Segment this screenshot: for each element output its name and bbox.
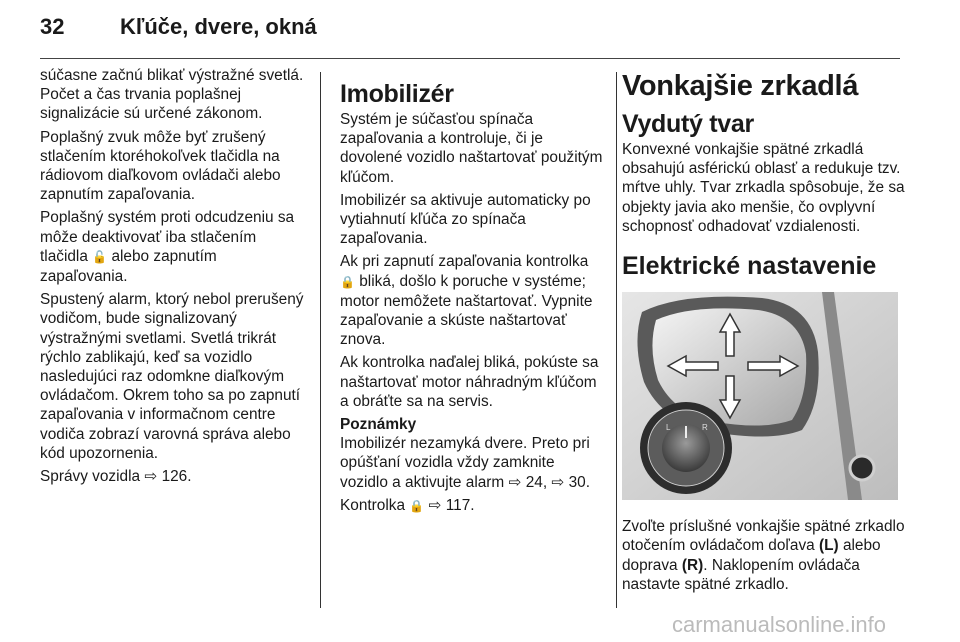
ref-arrow-icon: ⇨ [144, 468, 158, 486]
column-left [40, 66, 308, 490]
watermark: carmanualsonline.info [672, 612, 887, 637]
page-header [40, 14, 920, 54]
note-title: Poznámky [340, 416, 417, 434]
mirror-control-illustration [622, 292, 898, 500]
column-right [622, 70, 906, 598]
door-button [850, 456, 874, 480]
note-box: Poznámky Imobilizér nezamyká dvere. Preto pri opúšťaní vozidla vždy zamknite vozidlo a aktivujte alarm ⇨ 24, ⇨ 30. [340, 415, 606, 492]
section-heading: Vonkajšie zrkadlá [622, 70, 859, 102]
svg-text:L: L [666, 423, 671, 433]
subsection-heading: Elektrické nastavenie [622, 252, 877, 281]
ref-arrow-icon: ⇨ [551, 473, 565, 491]
paragraph: Poplašný systém proti odcudzeniu sa môže deaktivovať iba stlačením tlačidla 🔓 alebo zapnutím zapaľovania. [40, 209, 295, 286]
column-middle [340, 80, 606, 520]
subsection-heading: Vydutý tvar [622, 110, 754, 138]
paragraph: Ak kontrolka naďalej bliká, pokúste sa naštartovať motor náhradným kľúčom a obráťte sa na servis. [340, 354, 599, 410]
paragraph: súčasne začnú blikať výstražné svetlá. Počet a čas trvania poplašnej signalizácie sú určené zákonom. [40, 67, 304, 123]
cross-reference[interactable]: Kontrolka 🔒 ⇨ 117. [340, 496, 475, 514]
immobilizer-icon: 🔒 [340, 274, 355, 289]
ref-arrow-icon: ⇨ [508, 473, 522, 491]
paragraph: Systém je súčasťou spínača zapaľovania a kontroluje, či je dovolené vozidlo naštartovať použitým kľúčom. [340, 111, 603, 186]
immobilizer-icon: 🔒 [409, 498, 425, 513]
column-divider-1 [320, 72, 321, 608]
section-heading: Imobilizér [340, 80, 454, 108]
column-divider-2 [616, 72, 617, 608]
chapter-title: Kľúče, dvere, okná [120, 14, 317, 39]
paragraph: Zvoľte príslušné vonkajšie spätné zrkadlo otočením ovládačom doľava (L) alebo doprava (R). Naklopením ovládača nastavte spätné zrkadlo. [622, 518, 905, 593]
page-number: 32 [40, 14, 65, 39]
svg-text:R: R [702, 423, 708, 433]
paragraph: Ak pri zapnutí zapaľovania kontrolka 🔒 bliká, došlo k poruche v systéme; motor nemôžete naštartovať. Vypnite zapaľovanie a skúste naštartovať znova. [340, 253, 593, 349]
cross-reference[interactable]: 24, [525, 473, 548, 491]
header-divider [40, 58, 900, 59]
paragraph: Imobilizér sa aktivuje automaticky po vytiahnutí kľúča zo spínača zapaľovania. [340, 191, 591, 248]
cross-reference[interactable]: 30. [568, 473, 590, 491]
paragraph: Konvexné vonkajšie spätné zrkadlá obsahujú asférickú oblasť a redukuje tzv. mŕtve uhly. Tvar zrkadla spôsobuje, že sa objekty javia ako menšie, čo ovplyvní schopnosť odhadovať vzdialenosti. [622, 141, 905, 235]
paragraph: Poplašný zvuk môže byť zrušený stlačením ktoréhokoľvek tlačidla na rádiovom diaľkovom ovládači alebo zapnutím zapaľovania. [40, 128, 281, 204]
unlock-icon: 🔓 [92, 249, 108, 264]
paragraph: Spustený alarm, ktorý nebol prerušený vodičom, bude signalizovaný výstražnými svetlami. Svetlá trikrát rýchlo zablikajú, keď sa vozidlo nasledujúci raz odomkne diaľkovým ovládačom. Okrem toho sa po zapnutí zapaľovania v informačnom centre vodiča zobrazí varovná správa alebo kód upozornenia. [40, 291, 304, 462]
ref-arrow-icon: ⇨ [428, 496, 442, 514]
cross-reference[interactable]: Správy vozidla ⇨ 126. [40, 468, 192, 486]
